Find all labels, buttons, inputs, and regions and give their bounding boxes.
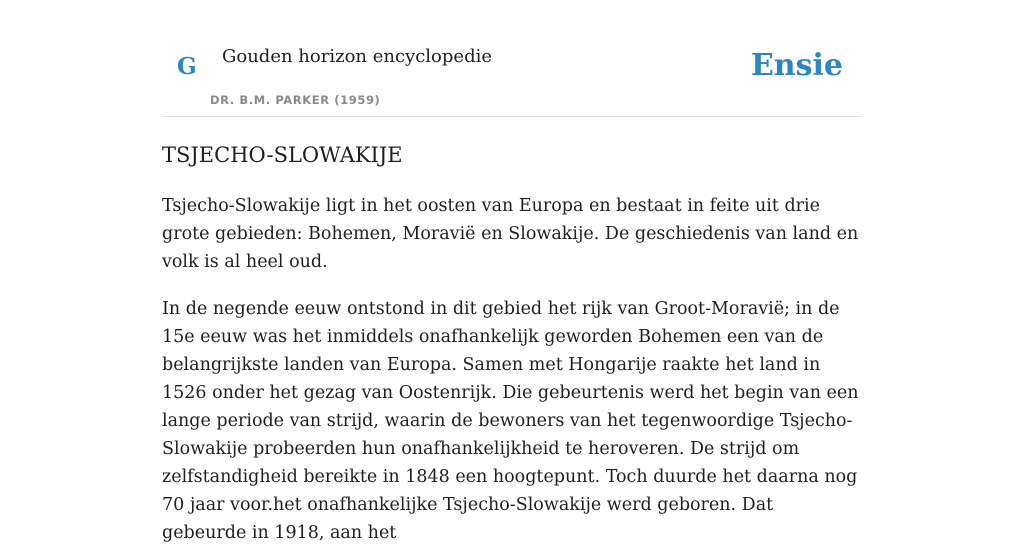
publication-title[interactable]: Gouden horizon encyclopedie: [222, 46, 492, 67]
header: [162, 0, 862, 117]
entry-content: [162, 140, 862, 547]
entry-paragraph: Tsjecho-Slowakije ligt in het oosten van Europa en bestaat in feite uit drie grote gebieden: Bohemen, Moravië en Slowakije. De geschiedenis van land en volk is al heel oud.: [162, 196, 859, 272]
entry-title: TSJECHO-SLOWAKIJE: [162, 143, 403, 167]
entry-paragraph: In de negende eeuw ontstond in dit gebied het rijk van Groot-Moravië; in de 15e eeuw was het inmiddels onafhankelijk geworden Bohemen een van de belangrijkste landen van Europa. Samen met Hongarije raakte het land in 1526 onder het gezag van Oostenrijk. Die gebeurtenis werd het begin van een lange periode van strijd, waarin de bewoners van het tegenwoordige Tsjecho-Slowakije probeerden hun onafhankelijkheid te heroveren. De strijd om zelfstandigheid bereikte in 1848 een hoogtepunt. Toch duurde het daarna nog 70 jaar voor.het onafhankelijke Tsjecho-Slowakije werd geboren. Dat gebeurde in 1918, aan het: [162, 299, 859, 543]
publication-logo[interactable]: G: [177, 53, 197, 80]
site-logo[interactable]: Ensie: [750, 48, 843, 83]
publication-author: DR. B.M. PARKER (1959): [210, 93, 381, 107]
